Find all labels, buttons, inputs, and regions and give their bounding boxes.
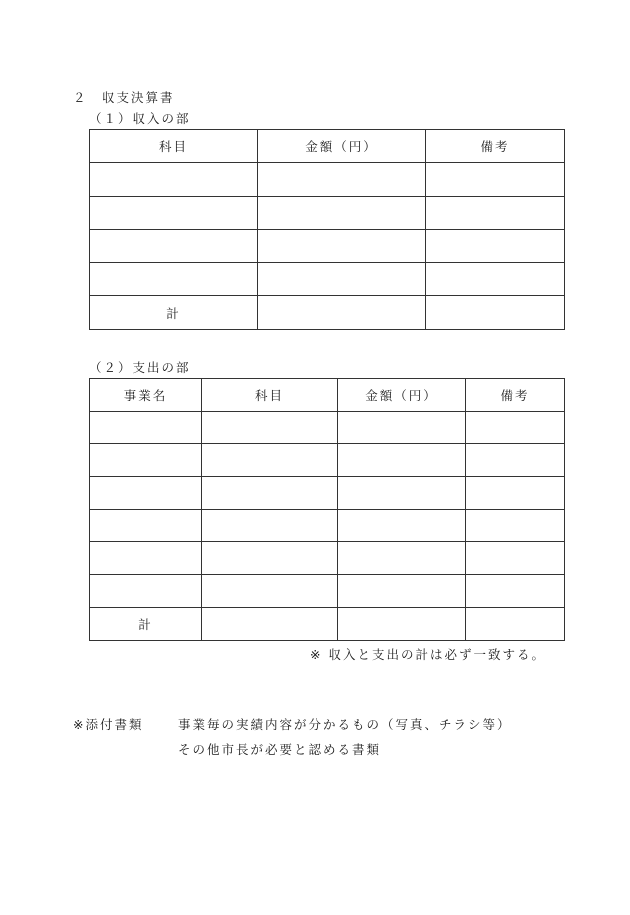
attachments-label: ※添付書類 bbox=[73, 717, 144, 732]
expense-total-row bbox=[90, 607, 565, 640]
expense-cell[interactable] bbox=[202, 509, 338, 542]
expense-table bbox=[89, 378, 565, 641]
income-total-label: 計 bbox=[90, 296, 258, 329]
expense-cell[interactable] bbox=[466, 411, 565, 444]
expense-cell[interactable] bbox=[338, 477, 466, 510]
income-cell[interactable] bbox=[258, 263, 426, 296]
expense-cell[interactable] bbox=[466, 509, 565, 542]
expense-cell[interactable] bbox=[202, 542, 338, 575]
expense-cell[interactable] bbox=[90, 444, 202, 477]
table-row bbox=[90, 163, 565, 196]
expense-cell[interactable] bbox=[466, 575, 565, 608]
expense-cell[interactable] bbox=[338, 542, 466, 575]
expense-header-amount: 金額（円） bbox=[338, 379, 466, 412]
expense-header-item: 科目 bbox=[202, 379, 338, 412]
income-cell[interactable] bbox=[426, 263, 565, 296]
expense-cell[interactable] bbox=[466, 542, 565, 575]
table-row bbox=[90, 229, 565, 262]
balance-note: ※ 収入と支出の計は必ず一致する。 bbox=[310, 647, 546, 662]
expense-total-item[interactable] bbox=[202, 607, 338, 640]
expense-cell[interactable] bbox=[90, 509, 202, 542]
expense-cell[interactable] bbox=[202, 477, 338, 510]
expense-cell[interactable] bbox=[338, 411, 466, 444]
table-row bbox=[90, 477, 565, 510]
table-row bbox=[90, 263, 565, 296]
expense-cell[interactable] bbox=[90, 575, 202, 608]
expense-cell[interactable] bbox=[338, 444, 466, 477]
income-table bbox=[89, 129, 565, 330]
income-cell[interactable] bbox=[426, 229, 565, 262]
expense-cell[interactable] bbox=[202, 411, 338, 444]
expense-cell[interactable] bbox=[338, 575, 466, 608]
expense-cell[interactable] bbox=[466, 444, 565, 477]
expense-heading: （２）支出の部 bbox=[89, 360, 191, 375]
expense-cell[interactable] bbox=[466, 477, 565, 510]
expense-cell[interactable] bbox=[202, 444, 338, 477]
income-total-remarks[interactable] bbox=[426, 296, 565, 329]
income-header-remarks: 備考 bbox=[426, 130, 565, 163]
expense-header-project: 事業名 bbox=[90, 379, 202, 412]
expense-cell[interactable] bbox=[90, 542, 202, 575]
expense-total-remarks[interactable] bbox=[466, 607, 565, 640]
income-cell[interactable] bbox=[90, 229, 258, 262]
expense-total-label: 計 bbox=[90, 607, 202, 640]
income-cell[interactable] bbox=[426, 196, 565, 229]
income-cell[interactable] bbox=[426, 163, 565, 196]
expense-total-amount[interactable] bbox=[338, 607, 466, 640]
expense-header-remarks: 備考 bbox=[466, 379, 565, 412]
income-cell[interactable] bbox=[90, 263, 258, 296]
expense-cell[interactable] bbox=[90, 411, 202, 444]
table-row bbox=[90, 196, 565, 229]
table-row bbox=[90, 575, 565, 608]
income-cell[interactable] bbox=[258, 229, 426, 262]
income-total-amount[interactable] bbox=[258, 296, 426, 329]
income-header-amount: 金額（円） bbox=[258, 130, 426, 163]
income-cell[interactable] bbox=[90, 163, 258, 196]
income-header-item: 科目 bbox=[90, 130, 258, 163]
table-row bbox=[90, 411, 565, 444]
expense-cell[interactable] bbox=[202, 575, 338, 608]
income-header-row bbox=[90, 130, 565, 163]
income-heading: （１）収入の部 bbox=[89, 111, 191, 126]
table-row bbox=[90, 444, 565, 477]
expense-cell[interactable] bbox=[90, 477, 202, 510]
expense-cell[interactable] bbox=[338, 509, 466, 542]
income-cell[interactable] bbox=[258, 196, 426, 229]
attachment-item: その他市長が必要と認める書類 bbox=[178, 742, 382, 757]
attachment-item: 事業毎の実績内容が分かるもの（写真、チラシ等） bbox=[178, 717, 512, 732]
income-cell[interactable] bbox=[90, 196, 258, 229]
table-row bbox=[90, 509, 565, 542]
expense-header-row bbox=[90, 379, 565, 412]
table-row bbox=[90, 542, 565, 575]
section-title: ２ 収支決算書 bbox=[73, 90, 175, 105]
income-total-row bbox=[90, 296, 565, 329]
income-cell[interactable] bbox=[258, 163, 426, 196]
